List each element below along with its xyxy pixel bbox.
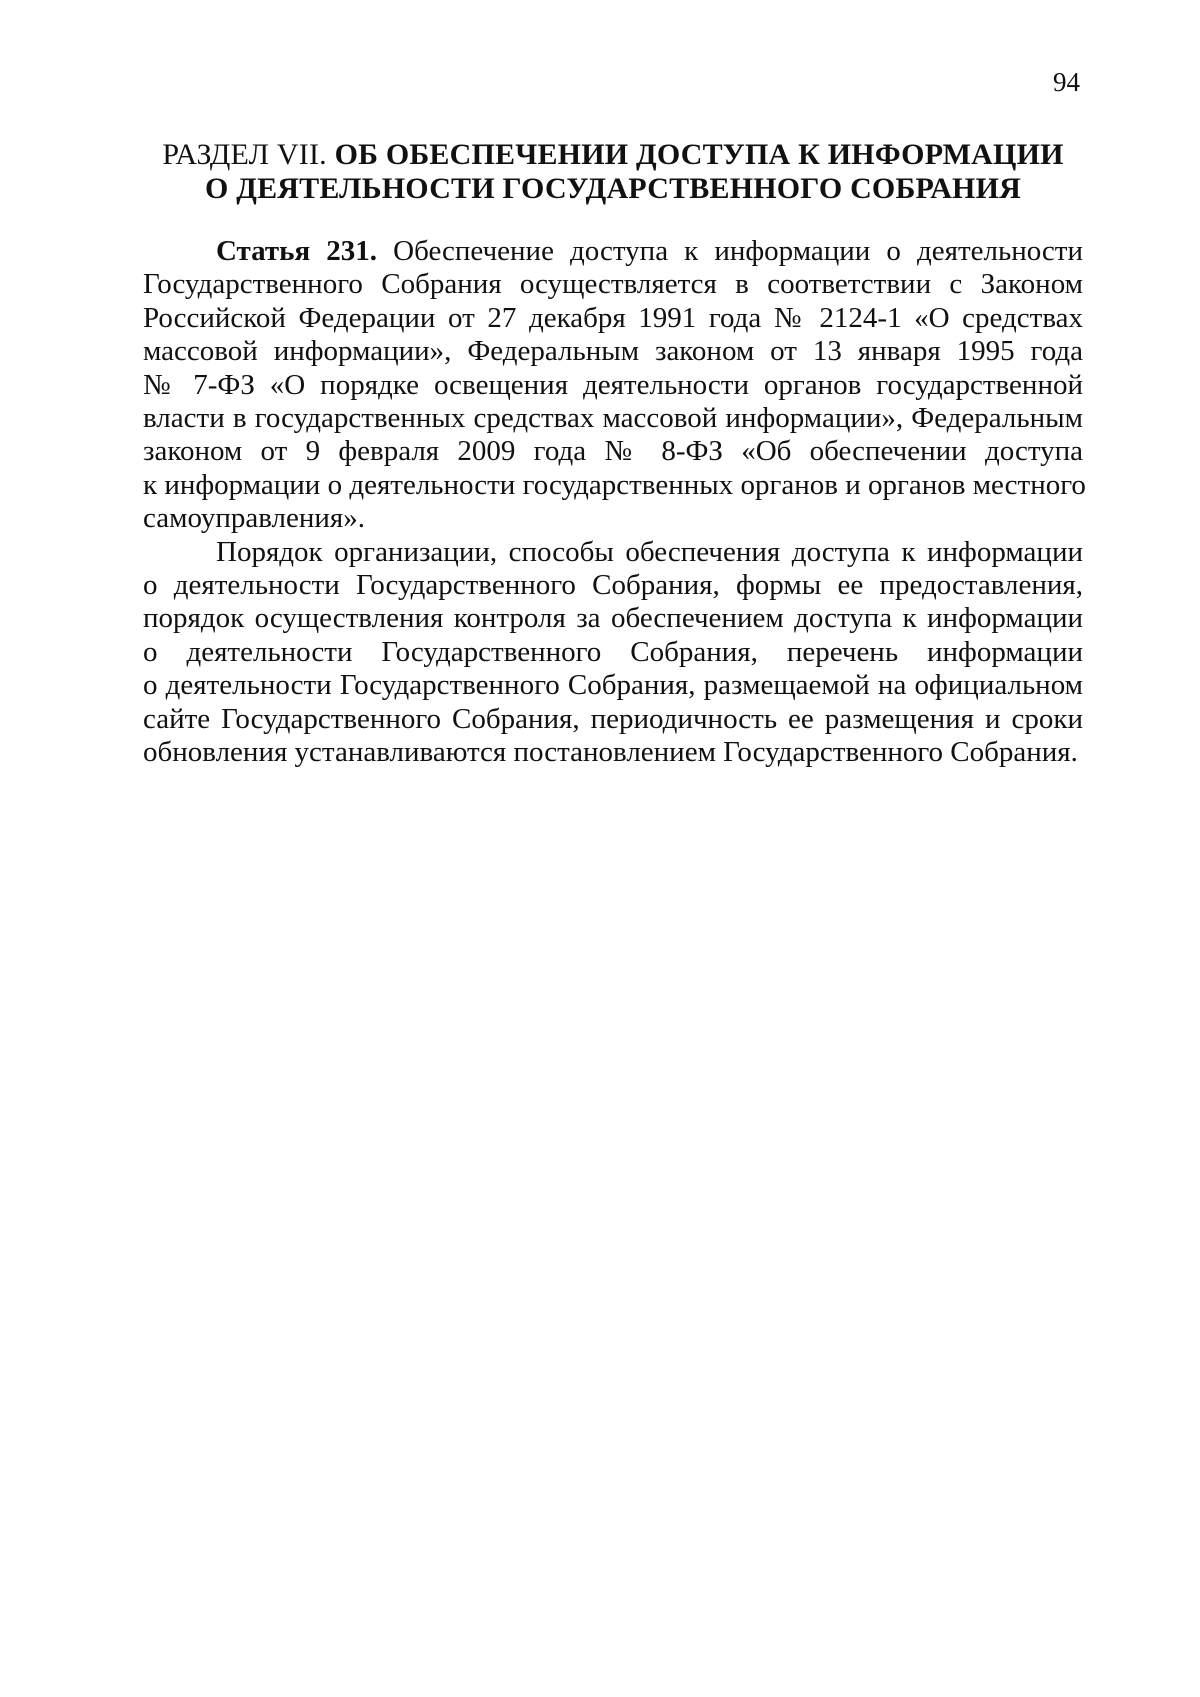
paragraph-line-text: Обеспечение доступа к информации о деятельности [393,235,1083,267]
section-heading-line-1 [143,138,1083,172]
article-paragraph-2 [143,536,1083,770]
paragraph-line: самоуправления». [143,502,366,535]
paragraph-line: Государственного Собрания осуществляется в соответствии с Законом [143,268,1083,301]
paragraph-line: власти в государственных средствах массовой информации», Федеральным [143,402,1083,435]
paragraph-line: массовой информации», Федеральным законом от 13 января 1995 года [143,335,1083,368]
page-number: 94 [1053,67,1080,97]
section-prefix: РАЗДЕЛ VII. [162,138,327,171]
paragraph-line: обновления устанавливаются постановлением Государственного Собрания. [143,736,1078,769]
paragraph-line: № 7-ФЗ «О порядке освещения деятельности органов государственной [143,368,1083,401]
paragraph-line: законом от 9 февраля 2009 года № 8-ФЗ «Об обеспечении доступа [143,435,1083,468]
section-title-line-2: О ДЕЯТЕЛЬНОСТИ ГОСУДАРСТВЕННОГО СОБРАНИЯ [205,172,1021,205]
section-heading [143,138,1083,206]
section-title-line-1: ОБ ОБЕСПЕЧЕНИИ ДОСТУПА К ИНФОРМАЦИИ [334,138,1064,171]
paragraph-line: о деятельности Государственного Собрания, размещаемой на официальном [143,669,1083,702]
paragraph-line: сайте Государственного Собрания, периодичность ее размещения и сроки [143,702,1083,735]
article-paragraph-1 [143,235,1086,536]
article-label: Статья 231. [216,235,378,267]
paragraph-line: Порядок организации, способы обеспечения доступа к информации [216,535,1083,568]
paragraph-line: о деятельности Государственного Собрания, формы ее предоставления, [143,569,1083,602]
article-body [143,235,1086,770]
paragraph-line: Российской Федерации от 27 декабря 1991 года № 2124-1 «О средствах [143,301,1083,334]
paragraph-line: порядок осуществления контроля за обеспечением доступа к информации [143,602,1083,635]
paragraph-line [143,235,1083,268]
paragraph-line: о деятельности Государственного Собрания, перечень информации [143,635,1083,668]
paragraph-line: к информации о деятельности государственных органов и органов местного [143,468,1086,501]
